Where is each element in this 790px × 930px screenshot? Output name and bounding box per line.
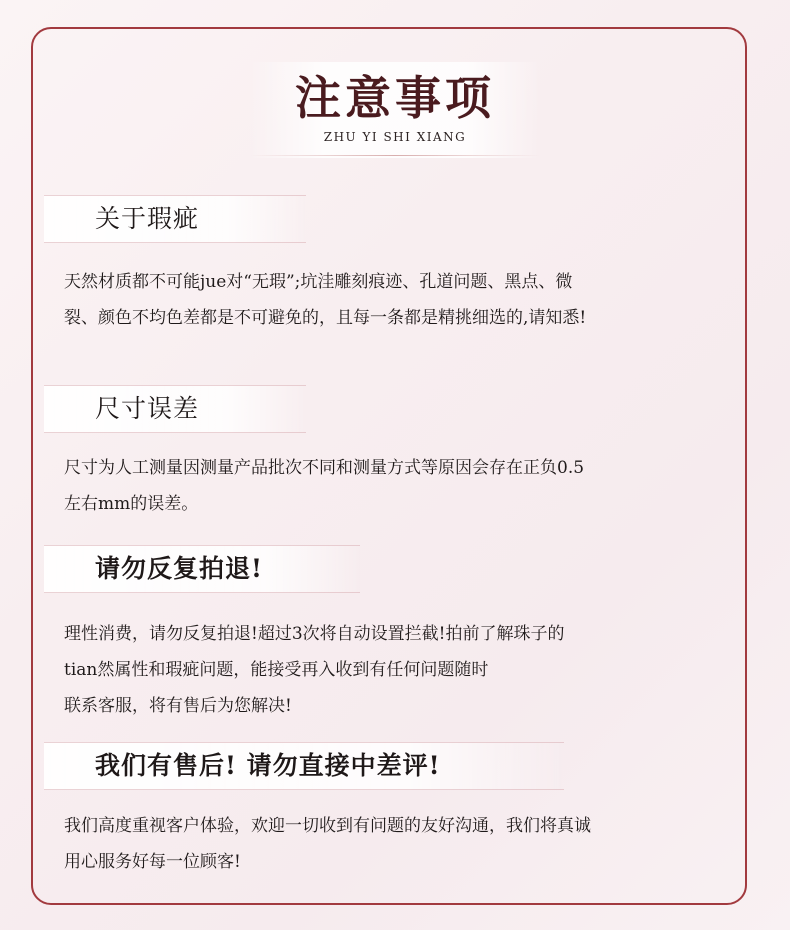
body-line: 联系客服，将有售后为您解决! [64, 696, 292, 716]
section-heading-text: 请勿反复拍退! [95, 554, 263, 583]
section-body-flaws [64, 264, 586, 336]
section-heading-no-returns [44, 545, 360, 593]
body-line: 我们高度重视客户体验，欢迎一切收到有问题的友好沟通，我们将真诚 [64, 816, 591, 836]
body-line: 左右mm的误差。 [64, 494, 199, 514]
body-line: tian然属性和瑕疵问题，能接受再入收到有任何问题随时 [64, 660, 489, 680]
section-heading-flaws [44, 195, 306, 243]
section-body-after-sales [64, 808, 591, 880]
section-heading-text: 我们有售后! 请勿直接中差评! [95, 751, 441, 780]
body-line: 用心服务好每一位顾客! [64, 852, 241, 872]
section-heading-text: 尺寸误差 [95, 394, 200, 423]
section-body-size-error [64, 450, 584, 522]
section-heading-text: 关于瑕疵 [95, 204, 200, 233]
body-line: 尺寸为人工测量因测量产品批次不同和测量方式等原因会存在正负0.5 [64, 458, 585, 478]
body-line: 天然材质都不可能jue对“无瑕”;坑洼雕刻痕迹、孔道问题、黑点、微 [64, 272, 573, 292]
body-line: 裂、颜色不均色差都是不可避免的，且每一条都是精挑细选的,请知悉! [64, 308, 587, 328]
body-line: 理性消费，请勿反复拍退!超过3次将自动设置拦截!拍前了解珠子的 [64, 624, 565, 644]
page-title: 注意事项 [295, 71, 495, 125]
section-body-no-returns [64, 616, 564, 724]
section-heading-size-error [44, 385, 306, 433]
title-divider [250, 155, 540, 156]
page-subtitle: ZHU YI SHI XIANG [323, 130, 467, 144]
title-block [250, 62, 540, 158]
section-heading-after-sales [44, 742, 564, 790]
